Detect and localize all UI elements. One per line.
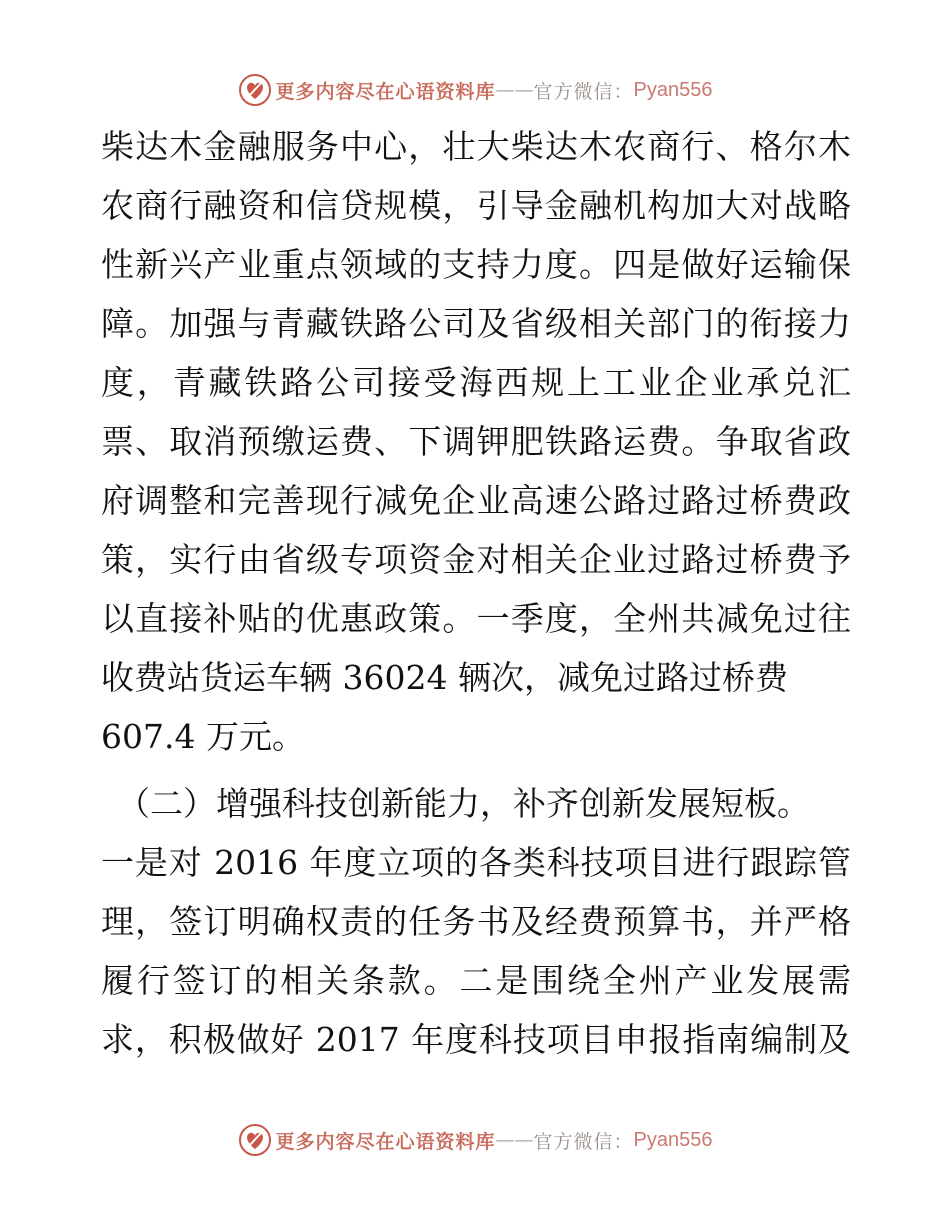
body-line: 障。加强与青藏铁路公司及省级相关部门的衔接力 xyxy=(101,304,851,343)
section-line: 理，签订明确权责的任务书及经费预算书，并严格 xyxy=(101,902,851,941)
section-line: 求，积极做好 2017 年度科技项目申报指南编制及 xyxy=(101,1020,851,1059)
watermark-wechat-id: Pyan556 xyxy=(633,78,713,101)
watermark-brand: 更多内容尽在心语资料库 xyxy=(275,80,496,103)
document-body xyxy=(101,117,851,1069)
section-line: 履行签订的相关条款。二是围绕全州产业发展需 xyxy=(101,961,851,1000)
watermark-brand: 更多内容尽在心语资料库 xyxy=(275,1130,496,1153)
body-line: 607.4 万元。 xyxy=(101,717,305,756)
watermark-wechat-id: Pyan556 xyxy=(633,1128,713,1151)
body-line: 性新兴产业重点领域的支持力度。四是做好运输保 xyxy=(101,245,851,284)
body-line: 柴达木金融服务中心，壮大柴达木农商行、格尔木 xyxy=(101,127,851,166)
section-line: 一是对 2016 年度立项的各类科技项目进行跟踪管 xyxy=(101,843,851,882)
body-line: 农商行融资和信贷规模，引导金融机构加大对战略 xyxy=(101,186,851,225)
watermark-label: 官方微信： xyxy=(533,1130,634,1153)
body-line: 府调整和完善现行减免企业高速公路过路过桥费政 xyxy=(101,481,851,520)
body-line: 策，实行由省级专项资金对相关企业过路过桥费予 xyxy=(101,540,851,579)
body-line: 票、取消预缴运费、下调钾肥铁路运费。争取省政 xyxy=(101,422,851,461)
body-line: 以直接补贴的优惠政策。一季度，全州共减免过往 xyxy=(101,599,851,638)
heart-logo-icon xyxy=(238,1123,272,1157)
watermark-separator: —— xyxy=(495,1129,534,1151)
body-line: 收费站货运车辆 36024 辆次，减免过路过桥费 xyxy=(101,658,788,697)
section-heading: （二）增强科技创新能力，补齐创新发展短板。 xyxy=(117,784,810,823)
header-watermark xyxy=(0,70,950,110)
footer-watermark xyxy=(0,1120,950,1160)
heart-logo-icon xyxy=(238,73,272,107)
body-line: 度，青藏铁路公司接受海西规上工业企业承兑汇 xyxy=(101,363,851,402)
watermark-label: 官方微信： xyxy=(533,80,634,103)
watermark-separator: —— xyxy=(495,79,534,101)
